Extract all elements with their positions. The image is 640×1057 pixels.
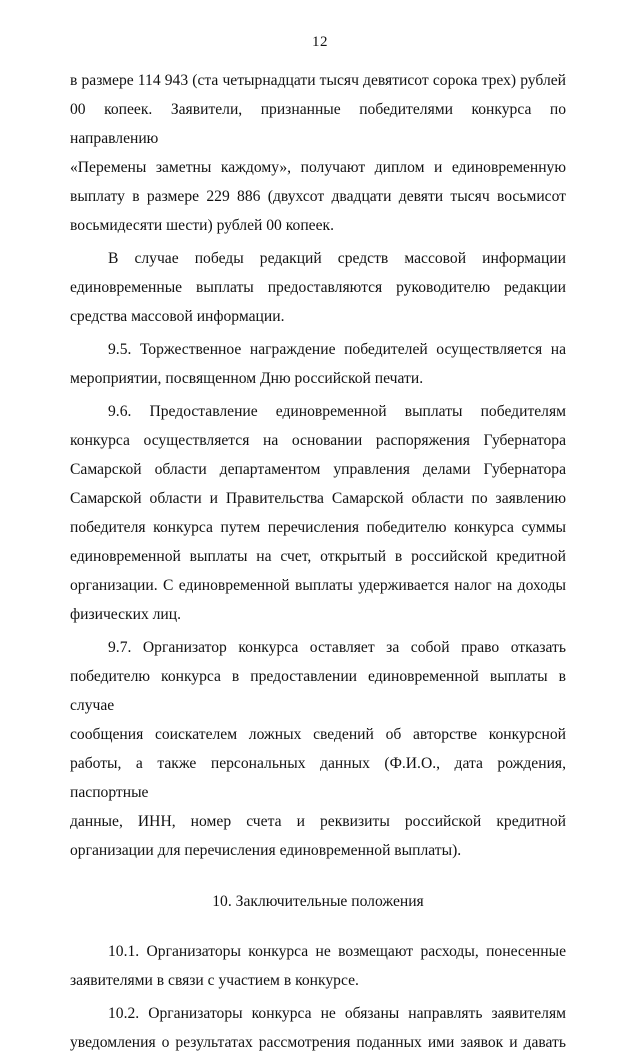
clause-9-6: 9.6. Предоставление единовременной выплаты победителям xyxy=(108,403,566,420)
paragraph-first-line: В случае победы редакций средств массовой информации xyxy=(108,250,566,267)
text-line: победителя конкурса путем перечисления победителю конкурса суммы xyxy=(70,519,566,536)
text-line: «Перемены заметны каждому», получают диплом и единовременную xyxy=(70,159,566,176)
text-line: единовременные выплаты предоставляются руководителю редакции xyxy=(70,279,566,296)
text-line: средства массовой информации. xyxy=(70,308,285,325)
document-body xyxy=(70,66,566,1057)
text-line: выплату в размере 229 886 (двухсот двадцати девяти тысяч восьмисот xyxy=(70,188,566,205)
text-line: 00 копеек. Заявители, признанные победителями конкурса по направлению xyxy=(70,101,566,147)
text-line: мероприятии, посвященном Дню российской печати. xyxy=(70,370,424,387)
text-line: победителю конкурса в предоставлении единовременной выплаты в случае xyxy=(70,668,566,714)
clause-10-1: 10.1. Организаторы конкурса не возмещают расходы, понесенные xyxy=(108,943,566,960)
clause-9-5: 9.5. Торжественное награждение победителей осуществляется на xyxy=(108,341,566,358)
text-line: восьмидесяти шести) рублей 00 копеек. xyxy=(70,217,334,234)
page-number: 12 xyxy=(312,34,328,50)
text-line: физических лиц. xyxy=(70,606,182,623)
section-heading: 10. Заключительные положения xyxy=(212,893,424,910)
text-line: конкурса осуществляется на основании распоряжения Губернатора xyxy=(70,432,566,449)
text-line: в размере 114 943 (ста четырнадцати тысяч девятисот сорока трех) рублей xyxy=(70,72,566,89)
text-line: работы, а также персональных данных (Ф.И.О., дата рождения, паспортные xyxy=(70,755,566,801)
text-line: организации для перечисления единовременной выплаты). xyxy=(70,842,462,859)
text-line: Самарской области и Правительства Самарской области по заявлению xyxy=(70,490,566,507)
text-line: сообщения соискателем ложных сведений об авторстве конкурсной xyxy=(70,726,566,743)
clause-10-2: 10.2. Организаторы конкурса не обязаны направлять заявителям xyxy=(108,1005,566,1022)
text-line: Самарской области департаментом управления делами Губернатора xyxy=(70,461,566,478)
text-line: единовременной выплаты на счет, открытый в российской кредитной xyxy=(70,548,566,565)
clause-9-7: 9.7. Организатор конкурса оставляет за собой право отказать xyxy=(108,639,566,656)
text-line: организации. С единовременной выплаты удерживается налог на доходы xyxy=(70,577,566,594)
text-line: заявителями в связи с участием в конкурсе. xyxy=(70,972,359,989)
text-line: уведомления о результатах рассмотрения поданных ими заявок и давать xyxy=(70,1034,566,1051)
text-line: данные, ИНН, номер счета и реквизиты российской кредитной xyxy=(70,813,566,830)
